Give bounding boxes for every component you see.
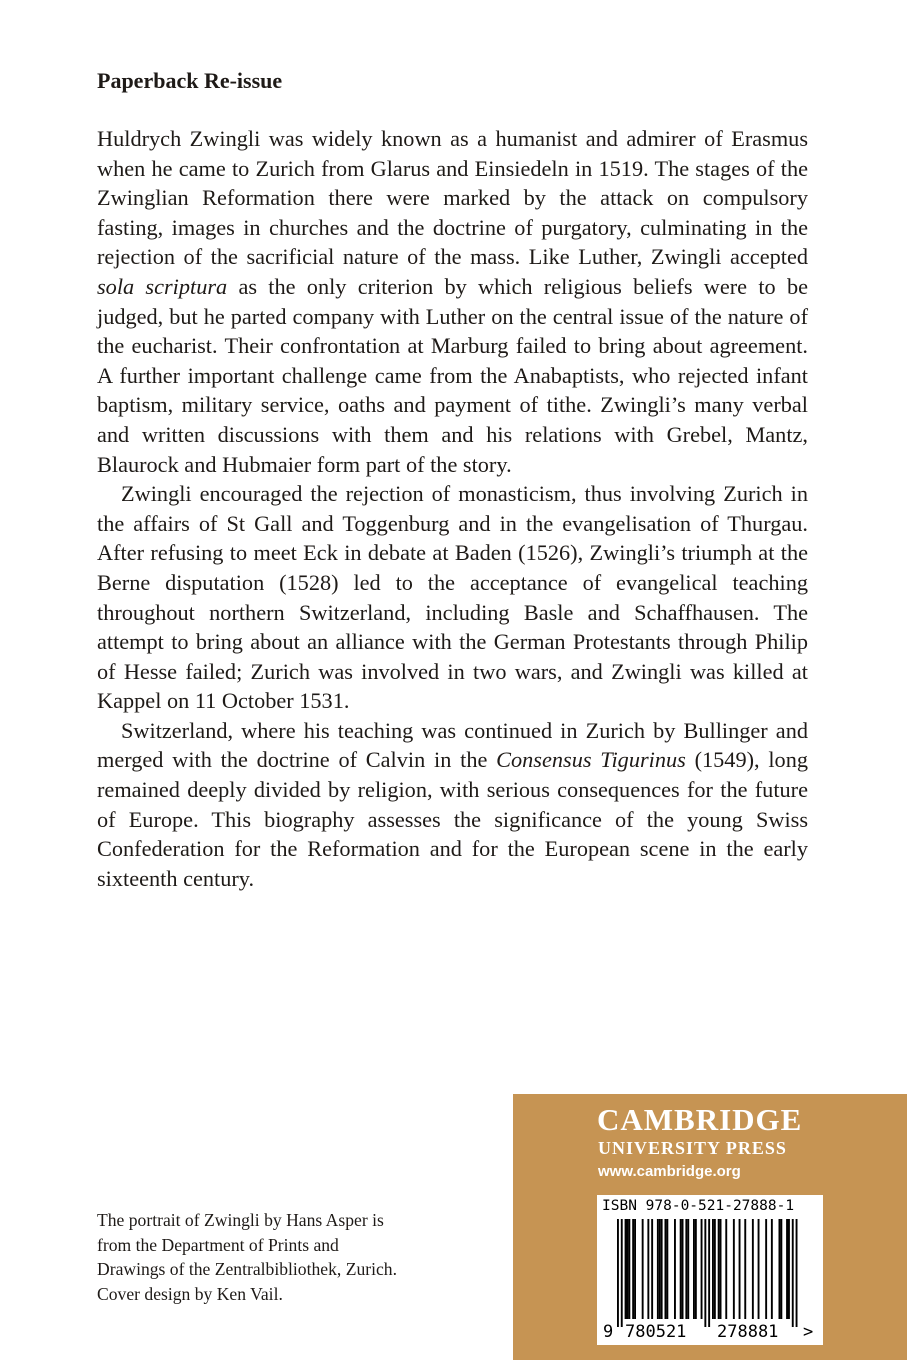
barcode-bar xyxy=(733,1219,735,1319)
barcode-bar xyxy=(693,1219,695,1319)
barcode-bar xyxy=(725,1219,727,1319)
barcode-bar xyxy=(651,1219,653,1319)
barcode-bar xyxy=(657,1219,659,1319)
barcode-bar xyxy=(685,1219,687,1319)
isbn-label: ISBN 978-0-521-27888-1 xyxy=(602,1198,795,1214)
barcode-bar xyxy=(665,1219,667,1319)
barcode-bar xyxy=(617,1219,619,1327)
cover-credits xyxy=(97,1208,477,1306)
barcode-bar xyxy=(786,1219,788,1319)
barcode-bar xyxy=(712,1219,714,1319)
barcode-bar xyxy=(708,1219,710,1327)
barcode-bar xyxy=(634,1219,636,1319)
section-heading: Paperback Re-issue xyxy=(97,68,283,93)
barcode-bar xyxy=(771,1219,773,1319)
barcode-bar xyxy=(627,1219,629,1319)
barcode-bar xyxy=(674,1219,676,1319)
paragraph-text: Huldrych Zwingli was widely known as a humanist and admirer of Erasmus when he came to Zurich from Glarus and Einsiedeln in 1519. The stages of the Zwinglian Reformation there were marked by the attack on compulsory fasting, images in churches and the doctrine of purgatory, culminating in the rejection of the sacrificial nature of the mass. Like Luther, Zwingli accepted xyxy=(97,126,808,270)
barcode-bar xyxy=(758,1219,760,1319)
barcode-bar xyxy=(718,1219,720,1319)
publisher-panel xyxy=(513,1094,907,1360)
barcode-bar xyxy=(682,1219,684,1319)
barcode-bar xyxy=(625,1219,627,1319)
barcode-bar xyxy=(780,1219,782,1319)
credit-line: The portrait of Zwingli by Hans Asper is xyxy=(97,1210,384,1230)
barcode-bar xyxy=(701,1219,703,1319)
barcode-bars xyxy=(617,1219,798,1327)
blurb-paragraph-3 xyxy=(97,716,808,894)
barcode-bar xyxy=(714,1219,716,1319)
barcode-bar xyxy=(744,1219,746,1319)
publisher-url: www.cambridge.org xyxy=(598,1163,741,1180)
barcode-bar xyxy=(621,1219,623,1327)
barcode-bar xyxy=(642,1219,644,1319)
blurb-text xyxy=(97,124,808,893)
barcode-bar xyxy=(666,1219,668,1319)
barcode-bar xyxy=(704,1219,706,1327)
paragraph-text: as the only criterion by which religious beliefs were to be judged, but he parted company with Luther on the central issue of the nature of the eucharist. Their confrontation at Marburg failed to bring about agreement. A further important challenge came from the Anabaptists, who rejected infant baptism, military service, oaths and payment of tithe. Zwingli’s many verbal and written discussions with them and his relations with Grebel, Mantz, Blaurock and Hubmaier form part of the story. xyxy=(97,273,808,477)
paragraph-text: (1549), long remained deeply divided by religion, with serious consequences for the future of Europe. This biography assesses the significance of the young Swiss Confederation for the Reformation and for the European scene in the early sixteenth century. xyxy=(97,747,809,891)
barcode-bar xyxy=(647,1219,649,1319)
barcode-end-mark: > xyxy=(803,1322,814,1342)
credit-line: Drawings of the Zentralbibliothek, Zurich. xyxy=(97,1259,397,1279)
barcode-bar xyxy=(720,1219,722,1319)
barcode-bar xyxy=(680,1219,682,1319)
barcode-bar xyxy=(687,1219,689,1319)
blurb-paragraph-1 xyxy=(97,124,808,479)
barcode-right-digits: 278881 xyxy=(717,1322,779,1342)
barcode-bar xyxy=(739,1219,741,1319)
barcode-bar xyxy=(779,1219,781,1319)
barcode-bar xyxy=(661,1219,663,1319)
barcode-bar xyxy=(632,1219,634,1319)
paragraph-text: Zwingli encouraged the rejection of monasticism, thus involving Zurich in the affairs of St Gall and Toggenburg and in the evangelisation of Thurgau. After refusing to meet Eck in debate at Baden (1526), Zwingli’s triumph at the Berne disputation (1528) led to the acceptance of evangelical teaching throughout northern Switzerland, including Basle and Schaffhausen. The attempt to bring about an alliance with the German Protestants through Philip of Hesse failed; Zurich was involved in two wars, and Zwingli was killed at Kappel on 11 October 1531. xyxy=(97,481,808,714)
publisher-logo-name: CAMBRIDGE xyxy=(597,1102,803,1137)
barcode-bar xyxy=(788,1219,790,1319)
italic-text: sola scriptura xyxy=(97,273,228,299)
barcode-bar xyxy=(765,1219,767,1319)
credit-line: from the Department of Prints and xyxy=(97,1234,339,1255)
barcode-bar xyxy=(628,1219,630,1319)
barcode-first-digit: 9 xyxy=(603,1322,614,1342)
blurb-paragraph-2 xyxy=(97,479,808,716)
barcode-bar xyxy=(796,1219,798,1327)
credit-line: Cover design by Ken Vail. xyxy=(97,1283,283,1304)
barcode-bar xyxy=(659,1219,661,1319)
barcode-left-digits: 780521 xyxy=(625,1322,687,1342)
paragraph-text: Switzerland, where his teaching was continued in Zurich by Bullinger and merged with the doctrine of Calvin in the xyxy=(97,717,808,773)
barcode-bar xyxy=(752,1219,754,1319)
barcode-graphic xyxy=(597,1195,823,1345)
barcode-bar xyxy=(792,1219,794,1327)
italic-text: Consensus Tigurinus xyxy=(496,747,686,773)
isbn-barcode xyxy=(597,1195,823,1345)
publisher-logo-subtitle: UNIVERSITY PRESS xyxy=(598,1138,787,1158)
barcode-bar xyxy=(695,1219,697,1319)
